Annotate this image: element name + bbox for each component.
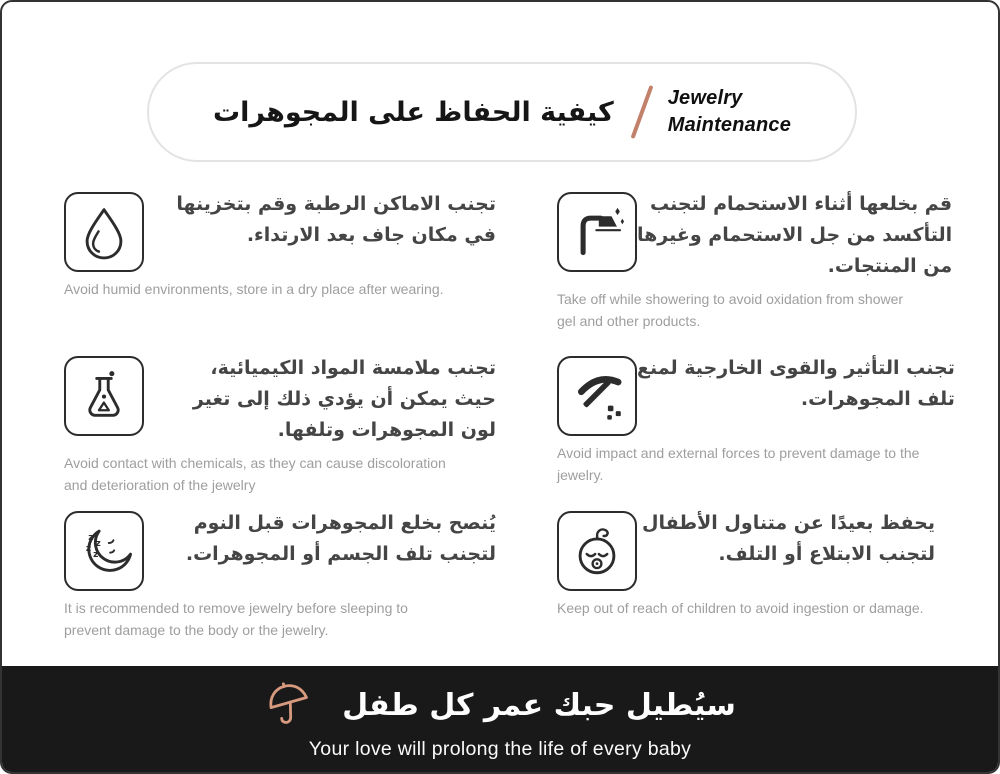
english-instruction: Avoid humid environments, store in a dry place after wearing.: [64, 281, 444, 297]
arabic-instruction: تجنب الاماكن الرطبة وقم بتخزينها في مكان جاف بعد الارتداء.: [176, 193, 496, 246]
header-title-arabic: كيفية الحفاظ على المجوهرات: [212, 96, 614, 128]
footer-slogan-arabic: سيُطيل حبك عمر كل طفل: [342, 687, 736, 723]
header-banner: [147, 62, 857, 162]
arabic-instruction: يُنصح بخلع المجوهرات قبل النوم لتجنب تلف الجسم أو المجوهرات.: [185, 512, 496, 565]
svg-text:z: z: [85, 544, 92, 554]
english-instruction: It is recommended to remove jewelry before sleeping to prevent damage to the body or the jewelry.: [64, 600, 408, 638]
care-item-chemicals: [64, 356, 496, 496]
svg-text:z: z: [88, 533, 94, 544]
care-item-shower: [557, 192, 953, 332]
shower-faucet-icon: [557, 192, 637, 272]
svg-text:z: z: [93, 550, 99, 561]
arabic-instruction: قم بخلعها أثناء الاستحمام لتجنب التأكسد من جل الاستحمام وغيرها من المنتجات.: [637, 193, 953, 277]
header-title-english-line2: Maintenance: [667, 114, 792, 136]
care-item-sleep: [64, 511, 496, 641]
header-title-english-line1: Jewelry: [667, 87, 743, 109]
water-drop-icon: [64, 192, 144, 272]
english-instruction: Take off while showering to avoid oxidation from shower gel and other products.: [557, 291, 904, 329]
svg-text:z: z: [95, 539, 101, 550]
footer-slogan-english: Your love will prolong the life of every baby: [308, 738, 692, 760]
arabic-instruction: يحفظ بعيدًا عن متناول الأطفال لتجنب الابتلاع أو التلف.: [641, 512, 935, 565]
english-instruction: Avoid impact and external forces to prevent damage to the jewelry.: [557, 445, 920, 483]
care-item-children: [557, 511, 935, 620]
umbrella-icon: [264, 679, 316, 731]
care-item-impact: [557, 356, 955, 486]
pickaxe-icon: [557, 356, 637, 436]
english-instruction: Keep out of reach of children to avoid ingestion or damage.: [557, 600, 924, 616]
english-instruction: Avoid contact with chemicals, as they can cause discoloration and deterioration of the jewelry: [64, 455, 446, 493]
arabic-instruction: تجنب ملامسة المواد الكيميائية، حيث يمكن أن يؤدي ذلك إلى تغير لون المجوهرات وتلفها.: [192, 357, 496, 441]
header-title-english: [668, 85, 791, 139]
sleep-moon-icon: [64, 511, 144, 591]
chemical-flask-icon: [64, 356, 144, 436]
care-item-humidity: [64, 192, 496, 301]
baby-face-icon: [557, 511, 637, 591]
footer-banner: [2, 666, 998, 772]
header-divider: [630, 85, 653, 139]
arabic-instruction: تجنب التأثير والقوى الخارجية لمنع تلف المجوهرات.: [637, 357, 955, 410]
